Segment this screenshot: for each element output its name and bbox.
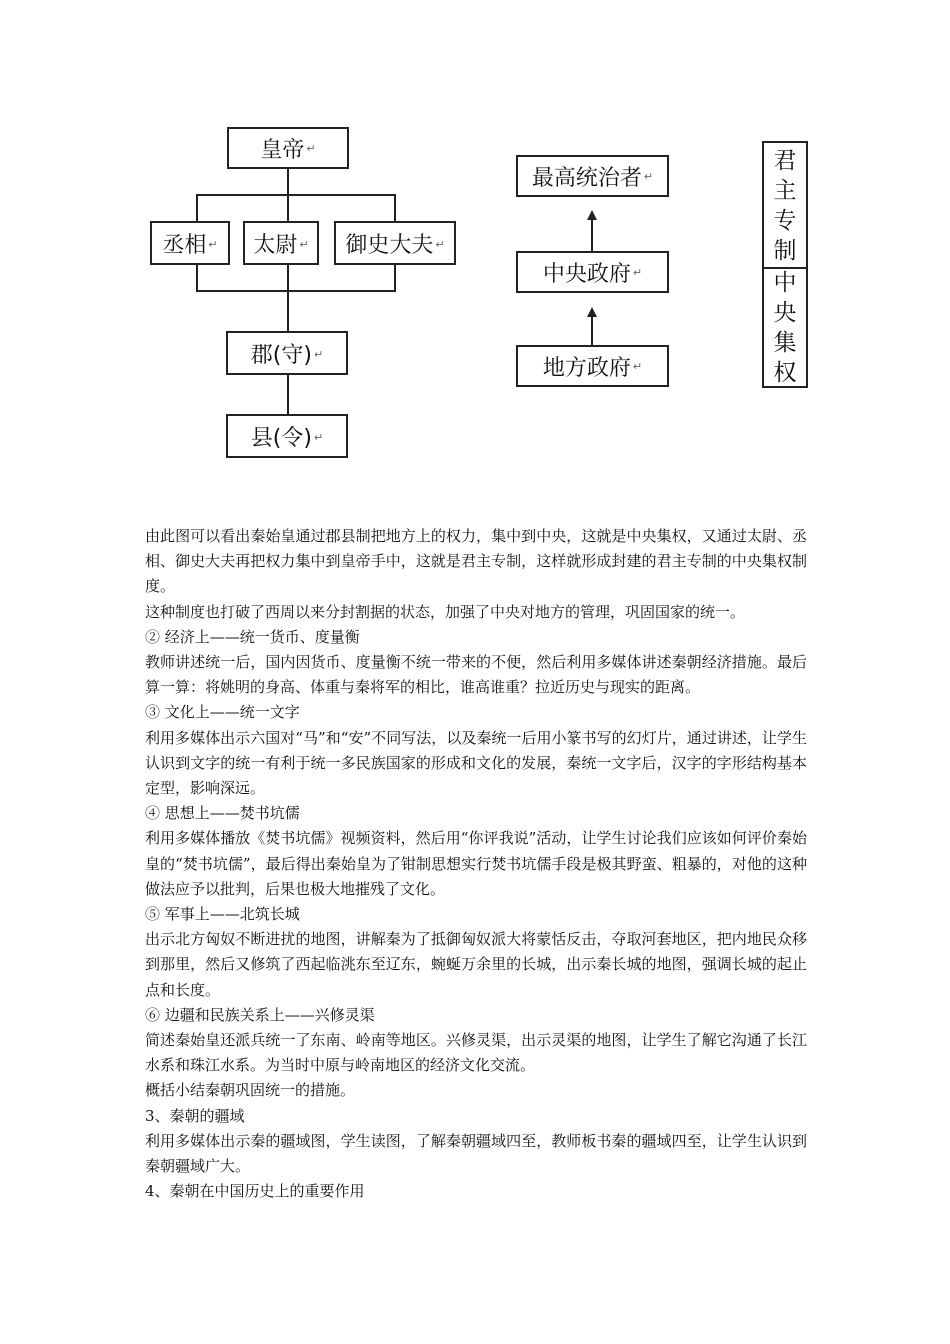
centralization-box (762, 141, 808, 388)
connector-line (287, 169, 289, 195)
emperor-label: 皇帝 (260, 137, 305, 163)
central-government-label: 中央政府 (542, 261, 631, 287)
section-heading: 4、秦朝在中国历史上的重要作用 (145, 1182, 365, 1201)
paragraph: 利用多媒体播放《焚书坑儒》视频资料，然后用“你评我说”活动，让学生讨论我们应该如何评价秦始皇的“焚书坑儒”，最后得出秦始皇为了钳制思想实行焚书坑儒手段是极其野蛮、粗暴的，对他的这种做法应予以批判，后果也极大地摧残了文化。 (145, 829, 807, 898)
central-government-box: 中央政府 ↵ (516, 251, 669, 293)
grand-commandant-box: 太尉 ↵ (243, 221, 319, 265)
autocracy-char: 主 (773, 177, 797, 204)
paragraph: 这种制度也打破了西周以来分封割据的状态，加强了中央对地方的管理，巩固国家的统一。 (145, 602, 746, 621)
supreme-ruler-box: 最高统治者 ↵ (516, 155, 669, 197)
section-heading: ④ 思想上——焚书坑儒 (145, 804, 300, 823)
supreme-ruler-label: 最高统治者 (531, 165, 642, 191)
connector-line (287, 265, 289, 291)
arrow-shaft (591, 316, 593, 346)
connector-line (196, 194, 396, 196)
paragraph: 概括小结秦朝巩固统一的措施。 (145, 1081, 356, 1100)
body-text (145, 524, 807, 1204)
paragraph: 教师讲述统一后，国内因货币、度量衡不统一带来的不便，然后利用多媒体讲述秦朝经济措施。最后算一算：将姚明的身高、体重与秦将军的相比，谁高谁重？拉近历史与现实的距离。 (145, 653, 807, 697)
county-box: 县(令) ↵ (226, 414, 348, 458)
paragraph: 简述秦始皇还派兵统一了东南、岭南等地区。兴修灵渠，出示灵渠的地图，让学生了解它沟通了长江水系和珠江水系。为当时中原与岭南地区的经济文化交流。 (145, 1031, 807, 1075)
imperial-censor-box: 御史大夫 ↵ (334, 221, 456, 265)
paragraph: 由此图可以看出秦始皇通过郡县制把地方上的权力，集中到中央，这就是中央集权，又通过太尉、丞相、御史大夫再把权力集中到皇帝手中，这就是君主专制，这样就形成封建的君主专制的中央集权制度。 (145, 527, 807, 596)
imperial-censor-label: 御史大夫 (345, 232, 434, 258)
connector-line (196, 290, 396, 292)
paragraph: 利用多媒体出示秦的疆域图，学生读图，了解秦朝疆域四至，教师板书秦的疆域四至，让学生认识到秦朝疆域广大。 (145, 1131, 807, 1176)
centralization-char: 权 (773, 359, 797, 386)
connector-line (394, 194, 396, 222)
autocracy-char: 专 (773, 207, 797, 234)
county-label: 县(令) (250, 425, 312, 451)
centralization-char: 中 (773, 269, 797, 296)
section-heading: ③ 文化上——统一文字 (145, 703, 300, 722)
section-heading: ⑥ 边疆和民族关系上——兴修灵渠 (145, 1005, 375, 1024)
grand-commandant-label: 太尉 (253, 232, 298, 258)
connector-line (196, 265, 198, 291)
section-heading: ② 经济上——统一货币、度量衡 (145, 627, 360, 646)
centralization-char: 集 (773, 329, 797, 356)
commandery-label: 郡(守) (250, 342, 312, 368)
chancellor-box: 丞相 ↵ (150, 221, 230, 265)
paragraph: 出示北方匈奴不断进扰的地图，讲解秦为了抵御匈奴派大将蒙恬反击，夺取河套地区，把内地民众移到那里，然后又修筑了西起临洮东至辽东，蜿蜒万余里的长城，出示秦长城的地图，强调长城的起止点和长度。 (145, 930, 807, 999)
centralization-char: 央 (773, 299, 797, 326)
paragraph: 利用多媒体出示六国对“马”和“安”不同写法，以及秦统一后用小篆书写的幻灯片，通过讲述，让学生认识到文字的统一有利于统一多民族国家的形成和文化的发展，秦统一文字后，汉字的字形结构基本定型，影响深远。 (145, 728, 807, 798)
section-heading: 3、秦朝的疆域 (145, 1106, 245, 1125)
connector-line (196, 194, 198, 222)
centralization-section (764, 269, 806, 386)
connector-line (287, 194, 289, 222)
local-government-box: 地方政府 ↵ (516, 345, 669, 387)
section-heading: ⑤ 军事上——北筑长城 (145, 905, 300, 924)
emperor-box: 皇帝 ↵ (227, 127, 349, 169)
local-government-label: 地方政府 (542, 355, 631, 381)
arrow-shaft (591, 219, 593, 251)
autocracy-char: 君 (773, 147, 797, 174)
autocracy-char: 制 (773, 237, 797, 264)
connector-line (287, 290, 289, 332)
connector-line (287, 375, 289, 415)
connector-line (394, 265, 396, 291)
chancellor-label: 丞相 (162, 232, 207, 258)
commandery-box: 郡(守) ↵ (226, 331, 348, 375)
autocracy-section (764, 143, 806, 268)
